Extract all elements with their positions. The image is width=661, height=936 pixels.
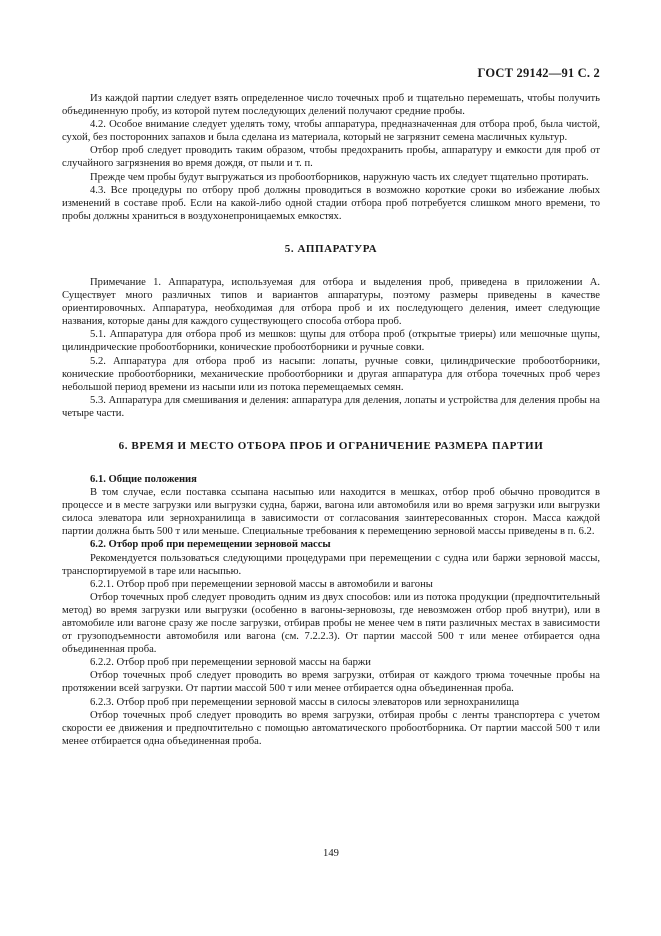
page-number: 149 [323, 848, 339, 859]
paragraph: В том случае, если поставка ссыпана насыпью или находится в мешках, отбор проб обычно проводится в процессе и в месте загрузки или выгрузки судна, баржи, вагона или автомобиля или во время загрузки или выгрузки силоса элеватора или зернохранилища в зависимости от согласования заинтересованных сторон. Масса каждой партии должна быть 500 т или меньше. Специальные требования к перемещению зерновой массы приведены в п. 6.2. [62, 487, 600, 538]
subsection-heading: 6.1. Общие положения [90, 473, 197, 485]
paragraph: 6.2.1. Отбор проб при перемещении зерновой массы в автомобили и вагоны [90, 578, 433, 590]
paragraph: 4.2. Особое внимание следует уделять тому, чтобы аппаратура, предназначенная для отбора проб, была чистой, сухой, без посторонних запахов и была сделана из материала, который не загрязнит семена масличных культур. [62, 119, 600, 144]
paragraph: 5.2. Аппаратура для отбора проб из насыпи: лопаты, ручные совки, цилиндрические пробоотборники, конические пробоотборники, механические пробоотборники и другая аппаратура для отбора точечных проб через небольшой период времени из насыпи или из потока перемещаемых семян. [62, 355, 600, 393]
paragraph: Отбор точечных проб следует проводить во время загрузки, отбирая пробы с ленты транспортера с учетом скорости ее движения и предпочтительно с помощью автоматического пробоотборника. От партии массой 500 т или менее отбирается одна объединенная проба. [62, 709, 600, 747]
paragraph: Из каждой партии следует взять определенное число точечных проб и тщательно перемешать, чтобы получить объединенную пробу, из которой путем последующих делений получают средние пробы. [62, 93, 600, 118]
paragraph: Отбор точечных проб следует проводить во время загрузки, отбирая от каждого трюма точечные пробы на протяжении всей загрузки. От партии массой 500 т или менее отбирается одна объединенная проба. [62, 670, 600, 695]
subsection-heading: 6.2. Отбор проб при перемещении зерновой массы [90, 539, 331, 551]
paragraph: 6.2.3. Отбор проб при перемещении зерновой массы в силосы элеваторов или зернохранилища [90, 696, 520, 708]
paragraph: 5.3. Аппаратура для смешивания и деления: аппаратура для деления, лопаты и устройства для деления пробы на четыре части. [62, 394, 600, 419]
paragraph: Отбор точечных проб следует проводить одним из двух способов: или из потока продукции (предпочтительный метод) во время загрузки или выгрузки (особенно в вагоны-зерновозы, где невозможен отбор проб внутри), или в автомобиле или вагоне сразу же после загрузки, отбирав пробы не менее чем в пяти различных местах в зависимости от грузоподъемности автомобиля или вагона (см. 7.2.2.3). От партии массой 500 т или менее отбирается одна объединенная проба. [62, 591, 600, 656]
paragraph: Рекомендуется пользоваться следующими процедурами при перемещении с судна или баржи зерновой массы, транспортируемой в таре или насыпью. [62, 552, 600, 577]
paragraph: 4.3. Все процедуры по отбору проб должны проводиться в возможно короткие сроки во избежание любых изменений в составе проб. Если на какой-либо одной стадии отбора проб потребуется слишком много времени, то пробы должны храниться в воздухонепроницаемых емкостях. [62, 184, 600, 222]
paragraph: 6.2.2. Отбор проб при перемещении зерновой массы на баржи [90, 657, 371, 669]
paragraph: Прежде чем пробы будут выгружаться из пробоотборников, наружную часть их следует тщательно протирать. [90, 171, 589, 183]
paragraph: 5.1. Аппаратура для отбора проб из мешков: щупы для отбора проб (открытые триеры) или мешочные щупы, цилиндрические пробоотборники, конические пробоотборники и ручные совки. [62, 329, 600, 354]
document-body [62, 92, 600, 748]
document-header: ГОСТ 29142—91 С. 2 [477, 66, 600, 80]
note-paragraph: Примечание 1. Аппаратура, используемая для отбора и выделения проб, приведена в приложении А. Существует много различных типов и вариантов аппаратуры, поэтому размеры приведены в качестве ориентировочных. Аппаратура, необходимая для отбора проб и их последующего деления, имеет следующие названия, которые даны для каждого существующего способа отбора проб. [62, 276, 600, 328]
paragraph: Отбор проб следует проводить таким образом, чтобы предохранить пробы, аппаратуру и емкости для проб от случайного загрязнения во время дождя, от пыли и т. п. [62, 145, 600, 170]
section-5-title: 5. АППАРАТУРА [284, 242, 378, 255]
section-6-title: 6. ВРЕМЯ И МЕСТО ОТБОРА ПРОБ И ОГРАНИЧЕНИЕ РАЗМЕРА ПАРТИИ [118, 439, 544, 452]
